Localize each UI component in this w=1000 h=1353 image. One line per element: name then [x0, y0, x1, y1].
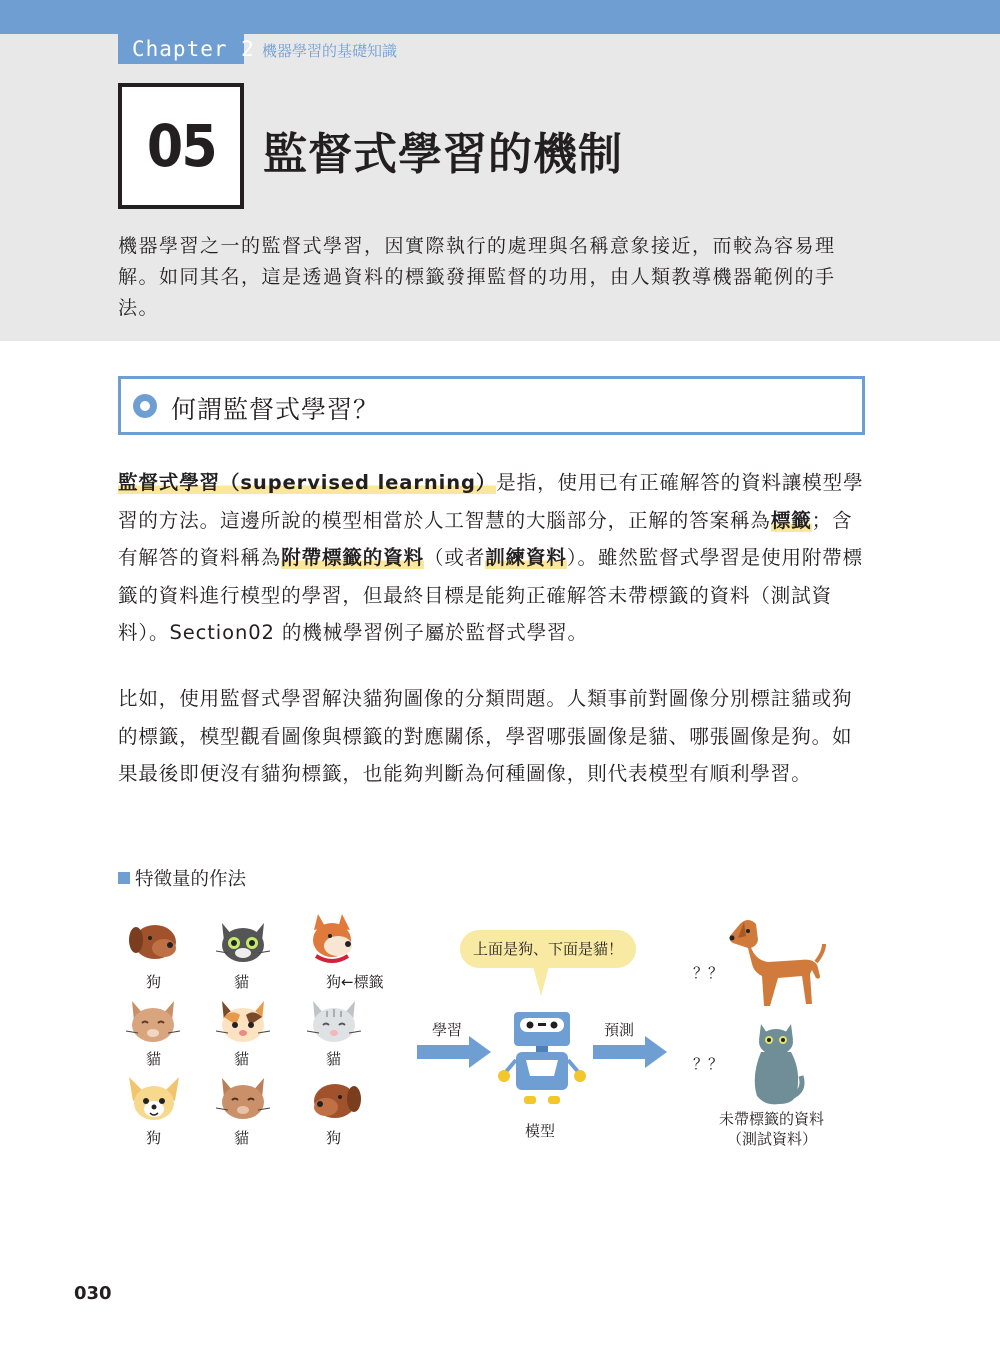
- cat-face-icon: [214, 913, 272, 965]
- intro-text: 機器學習之一的監督式學習，因實際執行的處理與名稱意象接近，而較為容易理解。如同其名，這是透過資料的標籤發揮監督的功用，由人類教導機器範例的手法。: [118, 235, 836, 319]
- figure-title: [118, 865, 246, 891]
- label-dog-2: 狗: [146, 1129, 162, 1147]
- paragraph-1-text-c: （或者: [424, 546, 486, 569]
- dog-face-icon: [128, 918, 182, 962]
- cat-face-icon: [124, 995, 182, 1045]
- term-label: 標籤: [770, 508, 812, 532]
- label-cat-2: 貓: [146, 1050, 162, 1068]
- paragraph-1: [118, 464, 866, 652]
- section-title: 監督式學習的機制: [263, 129, 623, 180]
- chapter-title: 機器學習的基礎知識: [262, 42, 398, 60]
- unknown-mark-2: ？？: [693, 1055, 724, 1073]
- speech-bubble: 上面是狗、下面是貓！: [460, 930, 636, 968]
- shiba-dog-icon: [308, 910, 360, 968]
- learn-label: 學習: [432, 1021, 463, 1039]
- section-number: 05: [146, 112, 216, 180]
- model-label: 模型: [525, 1122, 556, 1140]
- section-number-box: [118, 83, 244, 209]
- paragraph-2: 比如，使用監督式學習解決貓狗圖像的分類問題。人類事前對圖像分別標註貓或狗的標籤，模型觀看圖像與標籤的對應關係，學習哪張圖像是貓、哪張圖像是狗。如果最後即便沒有貓狗標籤，也能夠判斷為何種圖像，則代表模型有順利學習。: [118, 687, 853, 785]
- square-bullet-icon: [118, 872, 130, 884]
- label-cat-1: 貓: [234, 973, 250, 991]
- figure-title-text: 特徵量的作法: [135, 869, 247, 890]
- unknown-mark-1: ？？: [693, 964, 724, 982]
- label-dog-with-tag: 狗←標籤: [326, 973, 384, 991]
- gray-cat-icon: [305, 995, 363, 1045]
- term-training-data: 訓練資料: [485, 546, 567, 569]
- predict-label: 預測: [604, 1021, 635, 1039]
- sitting-cat-icon: [749, 1020, 807, 1106]
- dog-face-icon: [308, 1077, 362, 1121]
- page-number: 030: [74, 1283, 112, 1304]
- term-labeled-data: 附帶標籤的資料: [281, 546, 425, 569]
- paragraph-1-text-b: ；含有解答的資料稱為: [118, 508, 853, 569]
- learn-arrow-icon: [417, 1036, 491, 1068]
- circle-bullet-icon: [133, 394, 157, 418]
- label-dog-1: 狗: [146, 973, 162, 991]
- unlabeled-data-label: 未帶標籤的資料: [719, 1110, 825, 1128]
- label-cat-4: 貓: [326, 1050, 342, 1068]
- term-supervised-learning: 監督式學習（supervised learning）: [118, 471, 497, 494]
- calico-cat-icon: [214, 995, 272, 1045]
- question-heading-box: [118, 376, 865, 435]
- standing-dog-icon: [720, 914, 828, 1012]
- chapter-label: Chapter 2: [118, 34, 244, 64]
- test-data-label: （測試資料）: [727, 1130, 818, 1148]
- label-dog-3: 狗: [326, 1129, 342, 1147]
- paragraph-1-text-a: 是指，使用已有正確解答的資料讓模型學習的方法。這邊所說的模型相當於人工智慧的大腦部分，正解的答案稱為: [118, 471, 864, 532]
- robot-model-icon: [496, 1008, 588, 1112]
- top-bar: [0, 0, 1000, 34]
- label-cat-3: 貓: [234, 1050, 250, 1068]
- paragraph-1-text-d: ）。雖然監督式學習是使用附帶標籤的資料進行模型的學習，但最終目標是能夠正確解答未帶標籤的資料（測試資料）。Section02 的機械學習例子屬於監督式學習。: [118, 546, 864, 644]
- predict-arrow-icon: [593, 1036, 667, 1068]
- cat-face-icon: [214, 1072, 272, 1124]
- question-heading: 何謂監督式學習？: [171, 395, 380, 424]
- label-cat-5: 貓: [234, 1129, 250, 1147]
- speech-bubble-tail: [533, 966, 549, 996]
- chihuahua-dog-icon: [125, 1073, 183, 1125]
